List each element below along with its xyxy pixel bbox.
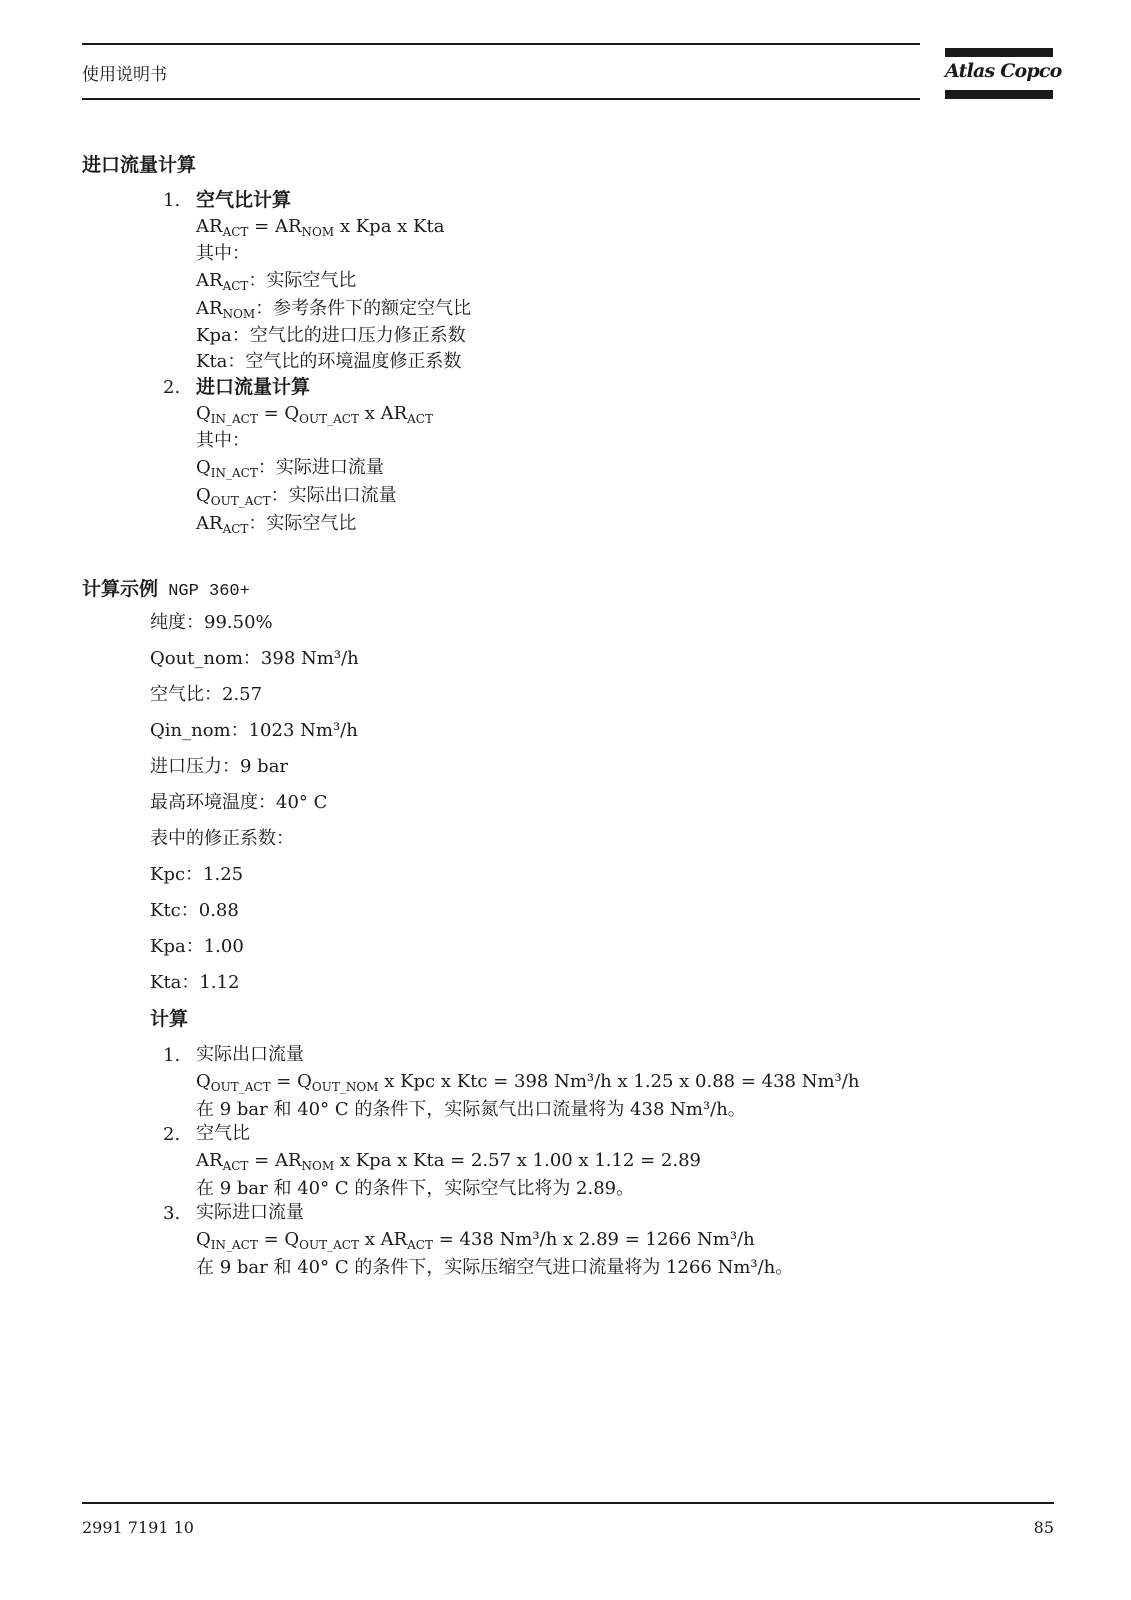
definition-kta: Kta：空气比的环境温度修正系数 [196,351,462,372]
calc-formula-outlet-flow: $Q_{OUT\_ACT} = Q_{OUT\_NOM}$ x Kpc x Ktc = 398 Nm³/h x 1.25 x 0.88 = 438 Nm³/h [196,1071,860,1094]
calc-formula-inlet-flow: $Q_{IN\_ACT} = Q_{OUT\_ACT}$ x $AR_{ACT} = 438$ Nm³/h x 2.89 = 1266 Nm³/h [196,1229,755,1252]
header-top-rule [82,43,920,45]
param-qout-nom: Qout_nom：398 Nm³/h [150,648,359,669]
list-number: 2. [163,377,181,398]
definition-ar-act: $AR_{ACT}$：实际空气比 [196,513,357,536]
list-number: 1. [163,190,181,211]
calc-note-inlet-flow: 在 9 bar 和 40° C 的条件下，实际压缩空气进口流量将为 1266 Nm³/h。 [196,1257,794,1278]
calc-note-outlet-flow: 在 9 bar 和 40° C 的条件下，实际氮气出口流量将为 438 Nm³/h。 [196,1099,746,1120]
definition-q-out-act: $Q_{OUT\_ACT}$：实际出口流量 [196,485,397,508]
atlas-copco-logo [945,48,1062,100]
calc-note-air-ratio: 在 9 bar 和 40° C 的条件下，实际空气比将为 2.89。 [196,1178,635,1199]
logo-top-bar [945,48,1053,57]
definition-ar-nom: $AR_{NOM}$：参考条件下的额定空气比 [196,298,472,321]
section-title-inlet-flow: 进口流量计算 [82,154,197,176]
subsection-title-air-ratio: 空气比计算 [196,189,292,211]
param-inlet-pressure: 进口压力：9 bar [150,756,289,777]
calc-title-actual-inlet-flow: 实际进口流量 [196,1202,304,1223]
header-bottom-rule [82,98,920,100]
param-kpa: Kpa：1.00 [150,936,244,957]
logo-text: Atlas Copco [945,60,1062,82]
footer-rule [82,1502,1054,1504]
logo-bottom-bar [945,90,1053,99]
subsection-title-inlet-flow: 进口流量计算 [196,376,311,398]
param-kta: Kta：1.12 [150,972,240,993]
calc-title-actual-outlet-flow: 实际出口流量 [196,1044,304,1065]
param-air-ratio: 空气比：2.57 [150,684,263,705]
definition-kpa: Kpa：空气比的进口压力修正系数 [196,325,466,346]
page-number: 85 [1033,1518,1054,1537]
calc-formula-air-ratio: $AR_{ACT} = AR_{NOM}$ x Kpa x Kta = 2.57 x 1.00 x 1.12 = 2.89 [196,1150,701,1173]
calc-title-air-ratio: 空气比 [196,1123,250,1144]
formula-inlet-flow: $Q_{IN\_ACT} = Q_{OUT\_ACT}$ x $AR_{ACT}$ [196,403,433,426]
where-label: 其中： [196,430,250,451]
where-label: 其中： [196,243,250,264]
document-number: 2991 7191 10 [82,1518,194,1537]
calc-title: 计算 [150,1008,189,1030]
param-ktc: Ktc：0.88 [150,900,239,921]
param-purity: 纯度：99.50% [150,612,273,633]
definition-ar-act: $AR_{ACT}$：实际空气比 [196,270,357,293]
param-qin-nom: Qin_nom：1023 Nm³/h [150,720,358,741]
param-correction-factors-label: 表中的修正系数： [150,828,294,849]
formula-air-ratio: $AR_{ACT} = AR_{NOM}$ x Kpa x Kta [196,216,445,239]
document-title: 使用说明书 [82,65,167,85]
list-number: 2. [163,1124,181,1145]
param-max-ambient-temp: 最高环境温度：40° C [150,792,328,813]
list-number: 3. [163,1203,181,1224]
section-title-example: 计算示例 NGP 360+ [82,578,250,601]
definition-q-in-act: $Q_{IN\_ACT}$：实际进口流量 [196,457,384,480]
param-kpc: Kpc：1.25 [150,864,244,885]
list-number: 1. [163,1045,181,1066]
